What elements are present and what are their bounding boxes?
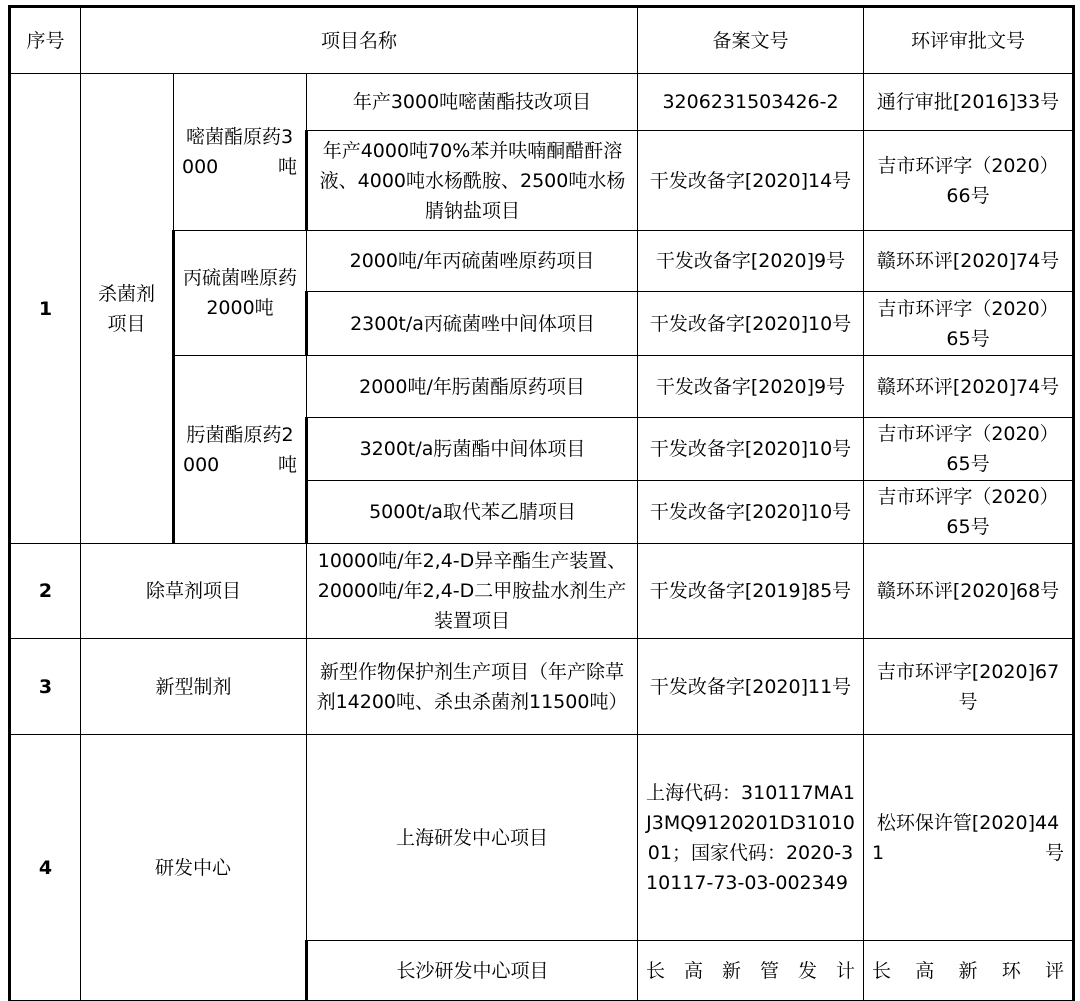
filing-cell: 干发改备字[2019]85号	[638, 544, 864, 639]
project-approval-table	[8, 5, 1075, 1001]
table-row	[10, 735, 1074, 941]
filing-cell: 上海代码：310117MA1J3MQ9120201D3101001；国家代码：2020-310117-73-03-002349	[638, 735, 864, 941]
project-cell: 年产4000吨70%苯并呋喃酮醋酐溶液、4000吨水杨酰胺、2500吨水杨腈钠盐项目	[307, 131, 638, 231]
eia-cell: 吉市环评字（2020）66号	[864, 131, 1074, 231]
header-filing-no: 备案文号	[638, 7, 864, 74]
seq-cell: 3	[10, 639, 81, 735]
filing-cell: 干发改备字[2020]14号	[638, 131, 864, 231]
eia-cell: 松环保许管[2020]441号	[864, 735, 1074, 941]
project-cell: 5000t/a取代苯乙腈项目	[307, 481, 638, 544]
filing-cell: 干发改备字[2020]9号	[638, 231, 864, 292]
eia-cell: 吉市环评字（2020）65号	[864, 418, 1074, 481]
filing-cell: 长高新管发计	[638, 941, 864, 1001]
project-cell: 上海研发中心项目	[307, 735, 638, 941]
project-cell: 年产3000吨嘧菌酯技改项目	[307, 74, 638, 131]
filing-cell: 干发改备字[2020]10号	[638, 292, 864, 356]
table-row	[10, 74, 1074, 131]
header-eia-no: 环评审批文号	[864, 7, 1074, 74]
header-project-name: 项目名称	[81, 7, 638, 74]
category-cell: 研发中心	[81, 735, 307, 1001]
filing-cell: 干发改备字[2020]10号	[638, 481, 864, 544]
eia-cell: 赣环环评[2020]74号	[864, 231, 1074, 292]
project-cell: 2300t/a丙硫菌唑中间体项目	[307, 292, 638, 356]
category-cell: 除草剂项目	[81, 544, 307, 639]
eia-cell: 赣环环评[2020]74号	[864, 356, 1074, 418]
project-cell: 2000吨/年肟菌酯原药项目	[307, 356, 638, 418]
eia-cell: 赣环环评[2020]68号	[864, 544, 1074, 639]
category-cell: 杀菌剂项目	[81, 74, 174, 544]
filing-cell: 3206231503426-2	[638, 74, 864, 131]
filing-cell: 干发改备字[2020]9号	[638, 356, 864, 418]
eia-cell: 长高新环评	[864, 941, 1074, 1001]
subgroup-cell: 嘧菌酯原药3000吨	[174, 74, 307, 231]
subgroup-cell: 肟菌酯原药2000吨	[174, 356, 307, 544]
project-cell: 长沙研发中心项目	[307, 941, 638, 1001]
project-cell: 3200t/a肟菌酯中间体项目	[307, 418, 638, 481]
subgroup-cell: 丙硫菌唑原药2000吨	[174, 231, 307, 356]
eia-cell: 吉市环评字[2020]67号	[864, 639, 1074, 735]
table-header-row	[10, 7, 1074, 74]
eia-cell: 吉市环评字（2020）65号	[864, 481, 1074, 544]
project-cell: 新型作物保护剂生产项目（年产除草剂14200吨、杀虫杀菌剂11500吨）	[307, 639, 638, 735]
eia-cell: 吉市环评字（2020）65号	[864, 292, 1074, 356]
table-row	[10, 544, 1074, 639]
project-cell: 10000吨/年2,4-D异辛酯生产装置、20000吨/年2,4-D二甲胺盐水剂生产装置项目	[307, 544, 638, 639]
filing-cell: 干发改备字[2020]10号	[638, 418, 864, 481]
seq-cell: 1	[10, 74, 81, 544]
seq-cell: 2	[10, 544, 81, 639]
category-cell: 新型制剂	[81, 639, 307, 735]
filing-cell: 干发改备字[2020]11号	[638, 639, 864, 735]
seq-cell: 4	[10, 735, 81, 1001]
eia-cell: 通行审批[2016]33号	[864, 74, 1074, 131]
project-cell: 2000吨/年丙硫菌唑原药项目	[307, 231, 638, 292]
header-seq: 序号	[10, 7, 81, 74]
table-row	[10, 639, 1074, 735]
